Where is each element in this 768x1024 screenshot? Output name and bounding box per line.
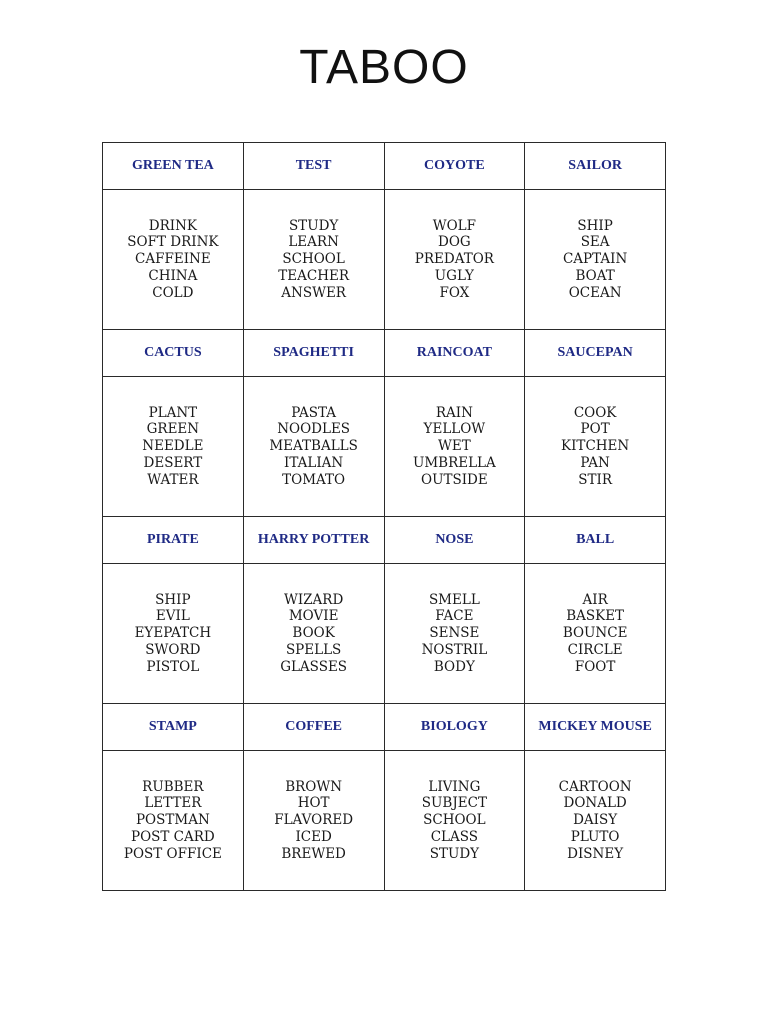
- taboo-words-cell: [243, 377, 384, 517]
- card-title: SPAGHETTI: [273, 345, 354, 360]
- card-title: SAILOR: [568, 158, 622, 173]
- taboo-word: HOT: [297, 795, 330, 812]
- taboo-word: COLD: [152, 284, 194, 301]
- taboo-word: SCHOOL: [282, 251, 345, 268]
- taboo-word-list: [385, 779, 525, 863]
- taboo-word: CHINA: [148, 267, 198, 284]
- taboo-words-row: [103, 377, 666, 517]
- card-title-cell: [243, 517, 384, 564]
- taboo-word: DOG: [438, 234, 471, 251]
- taboo-word: DONALD: [563, 795, 627, 812]
- card-title-cell: [384, 704, 525, 751]
- card-title-cell: [243, 704, 384, 751]
- card-title-cell: [384, 143, 525, 190]
- taboo-word: GLASSES: [280, 658, 348, 675]
- card-title-cell: [103, 143, 244, 190]
- taboo-word: EVIL: [155, 608, 190, 625]
- taboo-word: WOLF: [432, 217, 477, 234]
- taboo-word-list: [385, 405, 525, 489]
- taboo-words-cell: [384, 751, 525, 891]
- taboo-word: CIRCLE: [567, 641, 623, 658]
- taboo-word: CAPTAIN: [562, 251, 628, 268]
- taboo-word: PLUTO: [570, 828, 620, 845]
- taboo-word: FACE: [435, 608, 474, 625]
- taboo-word: DAISY: [573, 812, 618, 829]
- card-title-cell: [103, 704, 244, 751]
- card-title-row: [103, 330, 666, 377]
- taboo-word: FLAVORED: [274, 812, 354, 829]
- taboo-word: SCHOOL: [423, 812, 486, 829]
- taboo-word: BOAT: [575, 267, 615, 284]
- taboo-word: PLANT: [148, 404, 198, 421]
- taboo-word: NOODLES: [277, 421, 351, 438]
- taboo-word: MEATBALLS: [269, 438, 358, 455]
- taboo-word: STUDY: [429, 845, 480, 862]
- taboo-words-cell: [384, 564, 525, 704]
- card-title: BIOLOGY: [420, 719, 488, 734]
- taboo-word: BROWN: [285, 778, 343, 795]
- taboo-word: SPELLS: [285, 641, 342, 658]
- taboo-word: SUBJECT: [421, 795, 487, 812]
- card-title-row: [103, 517, 666, 564]
- card-title-row: [103, 704, 666, 751]
- taboo-word: MOVIE: [288, 608, 339, 625]
- taboo-words-cell: [243, 564, 384, 704]
- taboo-word: WIZARD: [283, 591, 344, 608]
- taboo-word: SHIP: [577, 217, 613, 234]
- card-title-cell: [525, 330, 666, 377]
- taboo-word: BREWED: [281, 845, 346, 862]
- card-title-cell: [243, 143, 384, 190]
- taboo-word: SOFT DRINK: [127, 234, 219, 251]
- taboo-word: DISNEY: [567, 845, 624, 862]
- card-title: STAMP: [148, 719, 197, 734]
- taboo-word: COOK: [573, 404, 617, 421]
- taboo-word: RAIN: [435, 404, 473, 421]
- card-title-cell: [525, 143, 666, 190]
- taboo-word-list: [385, 218, 525, 302]
- taboo-word: PASTA: [291, 404, 337, 421]
- taboo-word-list: [244, 218, 384, 302]
- taboo-word: WATER: [147, 471, 199, 488]
- taboo-word: ITALIAN: [284, 454, 344, 471]
- card-title: BALL: [576, 532, 615, 547]
- taboo-word: BOUNCE: [562, 625, 628, 642]
- taboo-words-cell: [384, 377, 525, 517]
- taboo-word: CAFFEINE: [135, 251, 211, 268]
- taboo-word: LIVING: [428, 778, 481, 795]
- taboo-word: CLASS: [430, 828, 479, 845]
- taboo-word: SMELL: [428, 591, 480, 608]
- card-title-cell: [525, 704, 666, 751]
- card-title: GREEN TEA: [131, 158, 214, 173]
- card-title-cell: [384, 330, 525, 377]
- taboo-words-row: [103, 751, 666, 891]
- taboo-word: CARTOON: [558, 778, 632, 795]
- taboo-word: PISTOL: [146, 658, 200, 675]
- taboo-word: YELLOW: [423, 421, 486, 438]
- taboo-word-list: [244, 405, 384, 489]
- taboo-word: BOOK: [292, 625, 335, 642]
- taboo-word: NOSTRIL: [421, 641, 488, 658]
- card-title-row: [103, 143, 666, 190]
- taboo-word: SWORD: [145, 641, 201, 658]
- taboo-word: NEEDLE: [142, 438, 204, 455]
- card-title: COYOTE: [424, 158, 485, 173]
- taboo-word-list: [103, 592, 243, 676]
- taboo-word: TEACHER: [278, 267, 349, 284]
- card-title: HARRY POTTER: [257, 532, 370, 547]
- taboo-word: POST CARD: [130, 828, 215, 845]
- taboo-word: PAN: [580, 454, 610, 471]
- taboo-words-cell: [525, 190, 666, 330]
- card-title-cell: [103, 517, 244, 564]
- taboo-words-cell: [103, 377, 244, 517]
- taboo-word-list: [525, 218, 665, 302]
- taboo-word: OUTSIDE: [421, 471, 488, 488]
- taboo-words-row: [103, 190, 666, 330]
- taboo-word: POSTMAN: [135, 812, 210, 829]
- card-title: COFFEE: [285, 719, 343, 734]
- card-title-cell: [384, 517, 525, 564]
- taboo-word: LETTER: [144, 795, 202, 812]
- taboo-word: DESERT: [143, 454, 203, 471]
- taboo-word-list: [525, 779, 665, 863]
- card-title: TEST: [295, 158, 332, 173]
- taboo-word: OCEAN: [568, 284, 622, 301]
- taboo-word: SHIP: [155, 591, 191, 608]
- taboo-word: FOX: [439, 284, 470, 301]
- taboo-word: DRINK: [148, 217, 197, 234]
- taboo-words-cell: [525, 751, 666, 891]
- taboo-word-list: [385, 592, 525, 676]
- taboo-words-cell: [525, 377, 666, 517]
- taboo-word: AIR: [582, 591, 608, 608]
- card-title: NOSE: [435, 532, 474, 547]
- taboo-words-cell: [243, 751, 384, 891]
- taboo-word: FOOT: [574, 658, 616, 675]
- page-title: TABOO: [299, 41, 469, 94]
- taboo-word: TOMATO: [282, 471, 346, 488]
- taboo-words-row: [103, 564, 666, 704]
- taboo-word: KITCHEN: [561, 438, 630, 455]
- card-title: RAINCOAT: [416, 345, 492, 360]
- card-title: PIRATE: [146, 532, 199, 547]
- taboo-word-list: [103, 218, 243, 302]
- taboo-word-list: [244, 592, 384, 676]
- taboo-word: UGLY: [434, 267, 474, 284]
- card-title: CACTUS: [144, 345, 202, 360]
- taboo-word: BODY: [433, 658, 475, 675]
- taboo-words-cell: [103, 751, 244, 891]
- card-title-cell: [103, 330, 244, 377]
- taboo-word: WET: [438, 438, 471, 455]
- card-title-cell: [243, 330, 384, 377]
- taboo-word-list: [244, 779, 384, 863]
- taboo-word: RUBBER: [142, 778, 204, 795]
- card-title-cell: [525, 517, 666, 564]
- card-title: MICKEY MOUSE: [538, 719, 652, 734]
- taboo-word: SEA: [580, 234, 610, 251]
- taboo-word: SENSE: [429, 625, 480, 642]
- taboo-word: BASKET: [566, 608, 625, 625]
- taboo-word-list: [103, 405, 243, 489]
- taboo-word: ICED: [295, 828, 332, 845]
- taboo-word-list: [103, 779, 243, 863]
- taboo-words-cell: [525, 564, 666, 704]
- taboo-word: GREEN: [146, 421, 200, 438]
- taboo-words-cell: [384, 190, 525, 330]
- taboo-word: EYEPATCH: [134, 625, 212, 642]
- taboo-word: LEARN: [288, 234, 339, 251]
- taboo-word-list: [525, 592, 665, 676]
- taboo-word: POST OFFICE: [123, 845, 222, 862]
- taboo-word: STIR: [578, 471, 612, 488]
- taboo-words-cell: [103, 190, 244, 330]
- taboo-word: POT: [580, 421, 610, 438]
- taboo-word: PREDATOR: [414, 251, 494, 268]
- taboo-word-list: [525, 405, 665, 489]
- taboo-word: ANSWER: [281, 284, 346, 301]
- taboo-words-cell: [103, 564, 244, 704]
- taboo-words-cell: [243, 190, 384, 330]
- card-title: SAUCEPAN: [557, 345, 633, 360]
- taboo-word: UMBRELLA: [412, 454, 496, 471]
- taboo-word: STUDY: [288, 217, 339, 234]
- taboo-card-grid: [102, 142, 666, 891]
